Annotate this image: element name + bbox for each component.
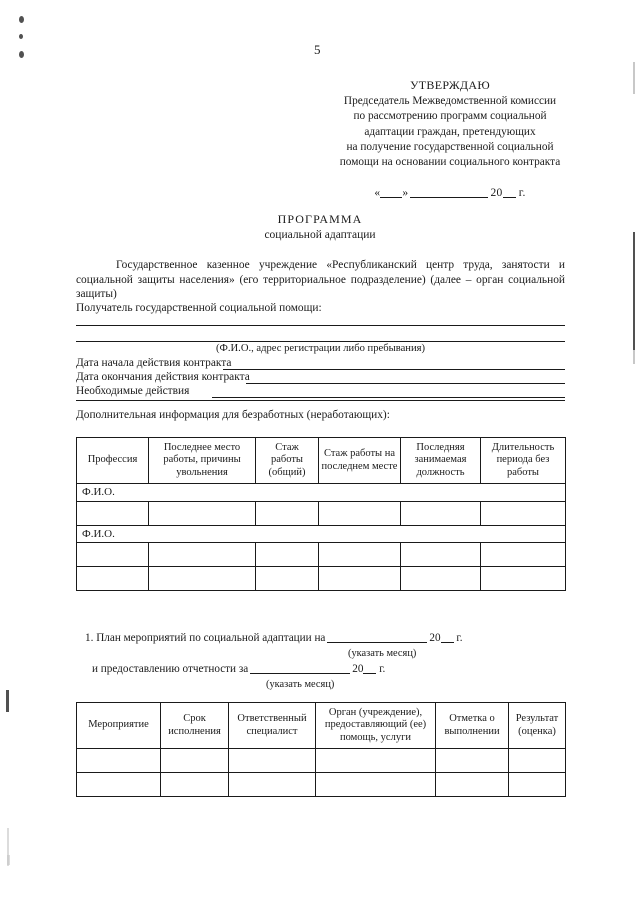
table-row [77, 749, 566, 773]
employment-cell[interactable] [77, 567, 149, 591]
date-month-blank[interactable] [410, 197, 488, 198]
table-row [77, 773, 566, 797]
title-line-1: ПРОГРАММА [277, 212, 363, 226]
plan-month-blank-2[interactable] [250, 673, 350, 674]
date-quote-open: « [374, 187, 381, 200]
employment-cell[interactable] [149, 543, 256, 567]
plan-cell[interactable] [436, 773, 509, 797]
employment-cell[interactable] [481, 543, 566, 567]
field-contract-start-blank[interactable] [223, 369, 565, 370]
plan-cell[interactable] [509, 749, 566, 773]
employment-col-profession: Профессия [77, 438, 149, 484]
employment-col-total-experience: Стаж работы (общий) [256, 438, 319, 484]
plan-year-blank-1[interactable] [441, 642, 454, 643]
plan-cell[interactable] [229, 773, 316, 797]
plan-cell[interactable] [161, 749, 229, 773]
scan-artifact-right-bar [633, 232, 635, 350]
title-line-2: социальной адаптации [264, 229, 376, 241]
employment-cell[interactable] [401, 567, 481, 591]
document-title [0, 212, 640, 241]
employment-cell[interactable] [77, 543, 149, 567]
employment-cell[interactable] [149, 567, 256, 591]
employment-cell[interactable] [256, 567, 319, 591]
scan-artifact-hole-3 [19, 51, 24, 58]
table-row [77, 525, 566, 542]
field-contract-start-label: Дата начала действия контракта [76, 357, 232, 369]
plan-col-measure: Мероприятие [77, 703, 161, 749]
plan-caption-1: (указать месяц) [348, 648, 417, 659]
scan-artifact-left-tick [7, 855, 10, 865]
plan-table-header-row [77, 703, 566, 749]
recipient-label: Получатель государственной социальной помощи: [76, 302, 322, 314]
employment-cell[interactable] [319, 501, 401, 525]
page-number: 5 [314, 42, 321, 57]
approval-date-line [300, 186, 600, 201]
plan-table [76, 702, 566, 797]
plan-line-2 [92, 663, 385, 675]
employment-col-last-workplace: Последнее место работы, причины увольнения [149, 438, 256, 484]
plan-line-2-prefix: и предоставлению отчетности за [92, 663, 249, 675]
employment-cell[interactable] [481, 501, 566, 525]
plan-cell[interactable] [436, 749, 509, 773]
field-contract-end-blank[interactable] [246, 383, 565, 384]
plan-col-deadline: Срок исполнения [161, 703, 229, 749]
scan-artifact-left-marks [6, 690, 9, 712]
plan-cell[interactable] [316, 749, 436, 773]
employment-cell[interactable] [319, 543, 401, 567]
plan-col-providing-organization: Орган (учреждение), предоставляющий (ее) помощь, услуги [316, 703, 436, 749]
plan-cell[interactable] [509, 773, 566, 797]
plan-col-completion-mark: Отметка о выполнении [436, 703, 509, 749]
plan-line-1-suffix: г. [456, 632, 463, 644]
employment-table [76, 437, 566, 591]
employment-cell[interactable] [256, 501, 319, 525]
scan-artifact-hole-2 [19, 34, 23, 39]
plan-cell[interactable] [316, 773, 436, 797]
recipient-blank-line-2[interactable] [76, 341, 565, 342]
scan-artifact-right-dots [633, 62, 635, 94]
table-row [77, 484, 566, 501]
employment-col-unemployed-duration: Длительность периода без работы [481, 438, 566, 484]
plan-line-2-year: 20 [352, 663, 364, 675]
employment-cell[interactable] [481, 567, 566, 591]
date-day-blank[interactable] [380, 197, 402, 198]
employment-cell[interactable] [401, 543, 481, 567]
approval-line-2: по рассмотрению программ социальной [353, 110, 547, 123]
recipient-blank-line-1[interactable] [76, 325, 565, 326]
employment-fio-row-1[interactable]: Ф.И.О. [77, 484, 566, 501]
unemployed-info-note: Дополнительная информация для безработных (неработающих): [76, 409, 390, 421]
plan-cell[interactable] [77, 773, 161, 797]
field-required-actions-blank[interactable] [212, 397, 565, 398]
field-contract-end [76, 371, 250, 383]
employment-cell[interactable] [77, 501, 149, 525]
approval-line-1: Председатель Межведомственной комиссии [343, 95, 557, 108]
scan-artifact-right-bar-2 [633, 350, 635, 364]
employment-col-last-place-experience: Стаж работы на последнем месте [319, 438, 401, 484]
employment-col-last-position: Последняя занимаемая должность [401, 438, 481, 484]
field-required-actions-label: Необходимые действия [76, 385, 190, 397]
plan-cell[interactable] [161, 773, 229, 797]
date-year-blank[interactable] [503, 197, 516, 198]
plan-line-1-year: 20 [429, 632, 441, 644]
date-year-suffix: г. [518, 187, 526, 200]
fio-caption: (Ф.И.О., адрес регистрации либо пребывания) [215, 343, 426, 354]
approval-line-5: помощи на основании социального контракта [339, 156, 561, 169]
date-quote-close: » [402, 187, 409, 200]
plan-line-1-prefix: 1. План мероприятий по социальной адаптации на [85, 632, 326, 644]
employment-cell[interactable] [149, 501, 256, 525]
employment-table-header-row [77, 438, 566, 484]
plan-month-blank-1[interactable] [327, 642, 427, 643]
plan-line-1 [85, 632, 463, 644]
plan-cell[interactable] [229, 749, 316, 773]
approval-heading: УТВЕРЖДАЮ [409, 78, 491, 92]
plan-year-blank-2[interactable] [363, 673, 376, 674]
plan-col-result: Результат (оценка) [509, 703, 566, 749]
field-required-actions [76, 385, 189, 397]
plan-line-2-suffix: г. [379, 663, 386, 675]
approval-block [300, 78, 600, 201]
plan-cell[interactable] [77, 749, 161, 773]
field-contract-end-label: Дата окончания действия контракта [76, 371, 250, 383]
field-continuation-blank[interactable] [76, 400, 565, 401]
table-row [77, 543, 566, 567]
table-row [77, 567, 566, 591]
scan-artifact-hole-1 [19, 16, 24, 23]
plan-col-responsible-specialist: Ответственный специалист [229, 703, 316, 749]
intro-paragraph: Государственное казенное учреждение «Республиканский центр труда, занятости и социальной защиты населения» (его территориальное подразделение) (далее – орган социальной защиты) [76, 259, 565, 301]
approval-line-3: адаптации граждан, претендующих [364, 125, 536, 138]
table-row [77, 501, 566, 525]
employment-cell[interactable] [401, 501, 481, 525]
date-year-prefix: 20 [490, 187, 503, 200]
field-contract-start [76, 357, 231, 369]
approval-line-4: на получение государственной социальной [346, 140, 554, 153]
plan-caption-2: (указать месяц) [266, 679, 335, 690]
employment-cell[interactable] [319, 567, 401, 591]
employment-fio-row-2[interactable]: Ф.И.О. [77, 525, 566, 542]
employment-cell[interactable] [256, 543, 319, 567]
